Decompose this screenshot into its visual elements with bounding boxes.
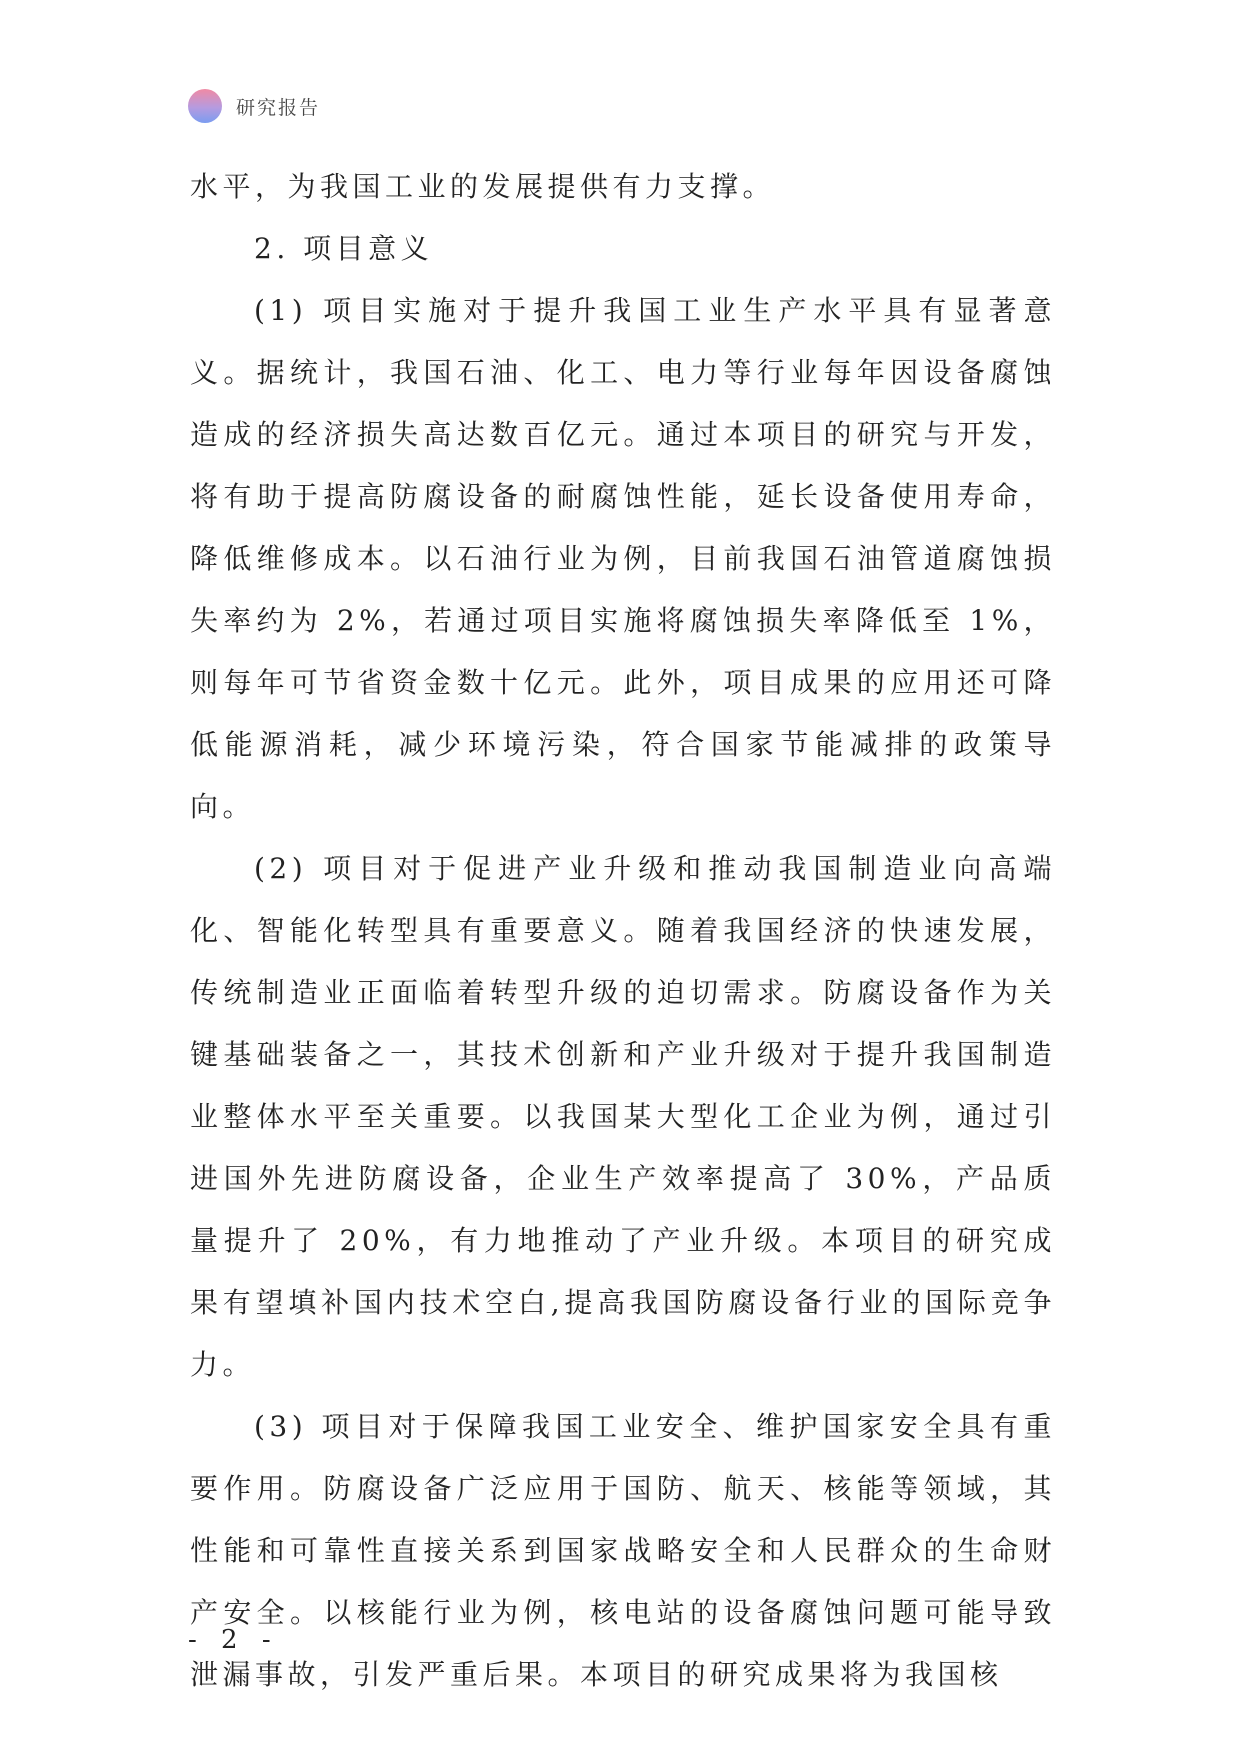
report-logo-icon — [188, 89, 222, 123]
section-heading: 2. 项目意义 — [254, 232, 434, 265]
page-header — [188, 88, 320, 124]
paragraph-1: (1) 项目实施对于提升我国工业生产水平具有显著意义。据统计，我国石油、化工、电力等行业每年因设备腐蚀造成的经济损失高达数百亿元。通过本项目的研究与开发，将有助于提高防腐设备的耐腐蚀性能，延长设备使用寿命，降低维修成本。以石油行业为例，目前我国石油管道腐蚀损失率约为 2%，若通过项目实施将腐蚀损失率降低至 1%，则每年可节省资金数十亿元。此外，项目成果的应用还可降低能源消耗，减少环境污染，符合国家节能减排的政策导向。 — [190, 294, 1056, 823]
paragraph-3: (3) 项目对于保障我国工业安全、维护国家安全具有重要作用。防腐设备广泛应用于国防、航天、核能等领域，其性能和可靠性直接关系到国家战略安全和人民群众的生命财产安全。以核能行业为例，核电站的设备腐蚀问题可能导致泄漏事故，引发严重后果。本项目的研究成果将为我国核 — [190, 1410, 1056, 1691]
header-title: 研究报告 — [236, 96, 321, 119]
page-number: - 2 - — [188, 1625, 279, 1655]
document-body — [190, 156, 1056, 1706]
continuation-paragraph: 水平，为我国工业的发展提供有力支撑。 — [190, 170, 776, 203]
paragraph-2: (2) 项目对于促进产业升级和推动我国制造业向高端化、智能化转型具有重要意义。随着我国经济的快速发展，传统制造业正面临着转型升级的迫切需求。防腐设备作为关键基础装备之一，其技术创新和产业升级对于提升我国制造业整体水平至关重要。以我国某大型化工企业为例，通过引进国外先进防腐设备，企业生产效率提高了 30%，产品质量提升了 20%，有力地推动了产业升级。本项目的研究成果有望填补国内技术空白,提高我国防腐设备行业的国际竞争力。 — [190, 852, 1056, 1381]
